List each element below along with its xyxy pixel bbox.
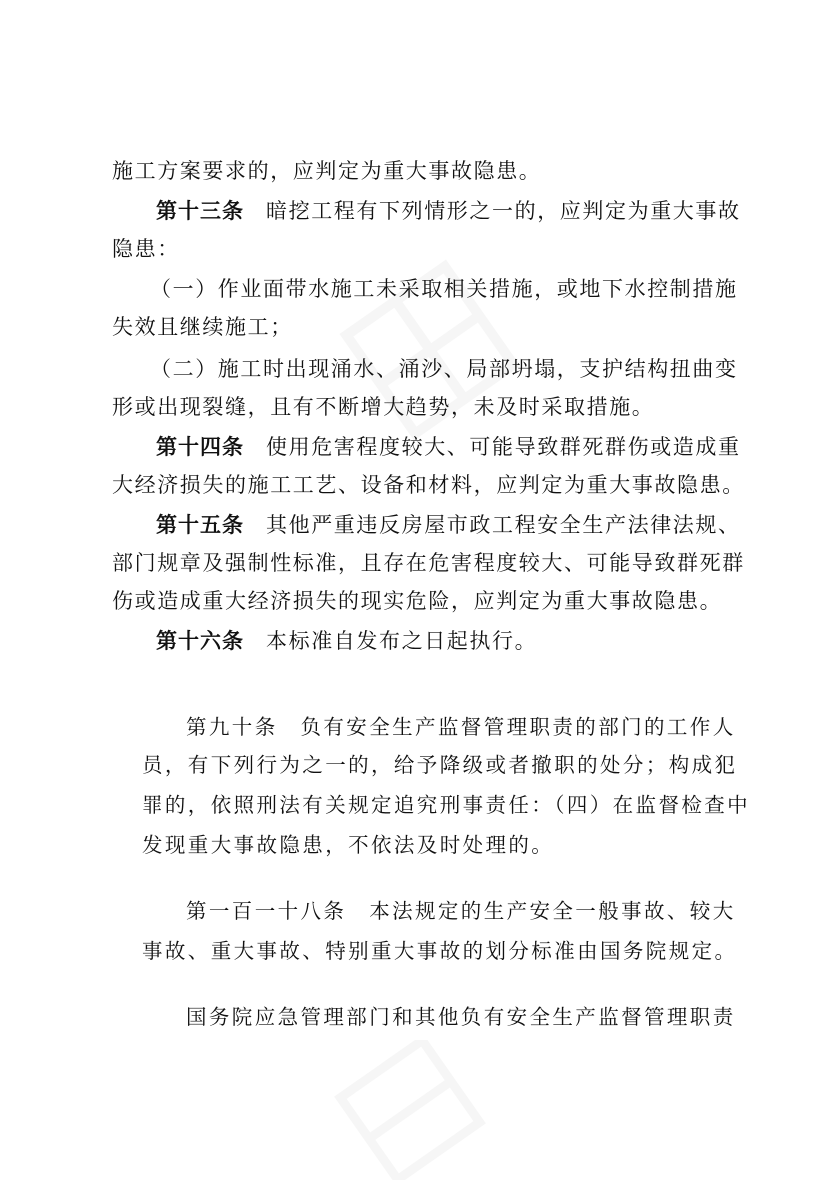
list-item: （一）作业面带水施工未采取相关措施，或地下水控制措施 xyxy=(150,277,738,301)
paragraph-line: 形或出现裂缝，且有不断增大趋势，未及时采取措施。 xyxy=(112,395,655,419)
article-label: 第十三条 xyxy=(156,199,244,223)
watermark-icon xyxy=(330,1040,490,1180)
paragraph-line: 第九十条 负有安全生产监督管理职责的部门的工作人 xyxy=(186,715,736,739)
article-14 xyxy=(156,432,741,462)
paragraph-line: 罪的，依照刑法有关规定追究刑事责任：（四）在监督检查中 xyxy=(142,793,751,817)
article-label: 第十五条 xyxy=(156,513,244,537)
paragraph-line: 伤或造成重大经济损失的现实危险，应判定为重大事故隐患。 xyxy=(112,589,723,613)
paragraph-line: 第一百一十八条 本法规定的生产安全一般事故、较大 xyxy=(186,899,736,923)
article-16 xyxy=(156,626,537,656)
article-text: 使用危害程度较大、可能导致群死群伤或造成重 xyxy=(266,435,741,459)
paragraph-line: 失效且继续施工； xyxy=(112,315,293,339)
paragraph-line: 施工方案要求的，应判定为重大事故隐患。 xyxy=(112,159,542,183)
article-15 xyxy=(156,510,741,540)
paragraph-line: 员，有下列行为之一的，给予降级或者撤职的处分；构成犯 xyxy=(142,753,738,777)
article-text: 本标准自发布之日起执行。 xyxy=(266,629,538,653)
paragraph-line: 事故、重大事故、特别重大事故的划分标准由国务院规定。 xyxy=(142,939,738,963)
paragraph-line: 大经济损失的施工工艺、设备和材料，应判定为重大事故隐患。 xyxy=(112,473,745,497)
paragraph-line: 发现重大事故隐患，不依法及时处理的。 xyxy=(142,833,555,857)
article-label: 第十四条 xyxy=(156,435,244,459)
article-label: 第十六条 xyxy=(156,629,244,653)
list-item: （二）施工时出现涌水、涌沙、局部坍塌，支护结构扭曲变 xyxy=(150,357,738,381)
paragraph-line: 隐患： xyxy=(112,237,180,261)
article-text: 暗挖工程有下列情形之一的，应判定为重大事故 xyxy=(266,199,741,223)
paragraph-line: 部门规章及强制性标准，且存在危害程度较大、可能导致群死群 xyxy=(112,551,745,575)
paragraph-line: 国务院应急管理部门和其他负有安全生产监督管理职责 xyxy=(186,1005,736,1029)
article-text: 其他严重违反房屋市政工程安全生产法律法规、 xyxy=(266,513,741,537)
article-13 xyxy=(156,196,741,226)
